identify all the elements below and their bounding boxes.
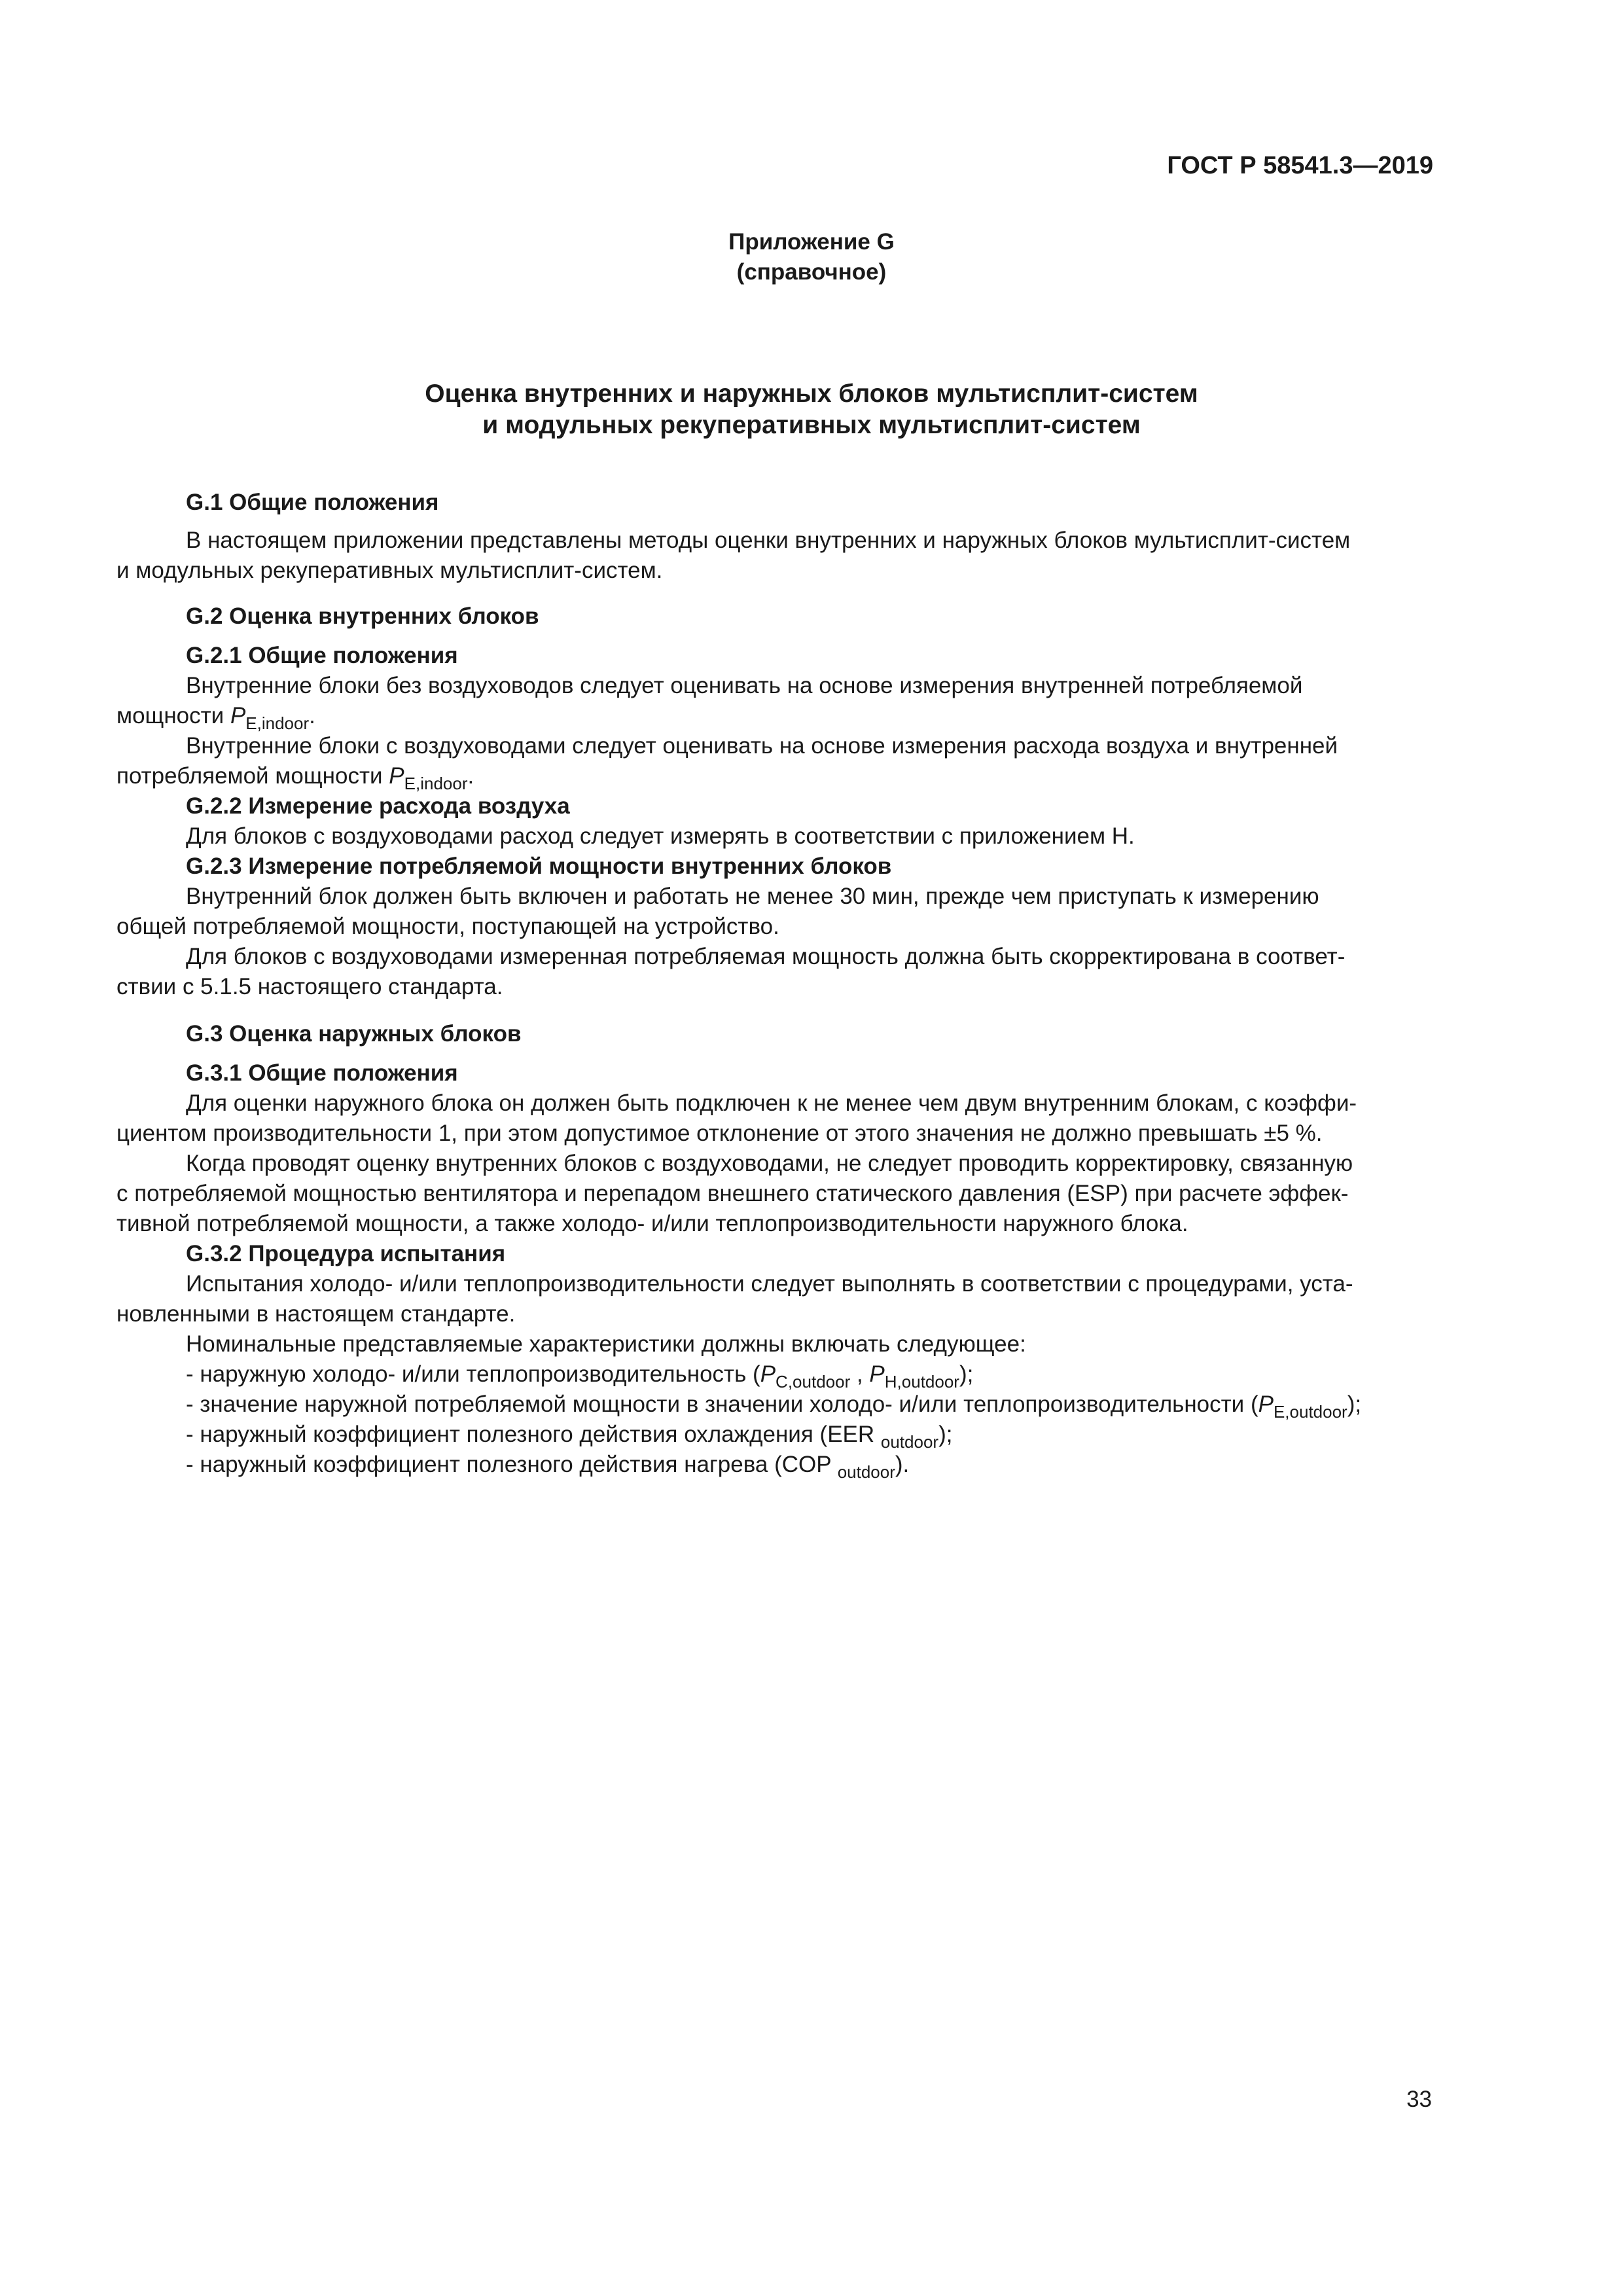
subscript: outdoor [837, 1462, 895, 1482]
paragraph-line-with-symbol [116, 763, 474, 793]
paragraph-line: В настоящем приложении представлены методы оценки внутренних и наружных блоков мультисплит-систем [186, 528, 1351, 553]
subscript: C,outdoor [776, 1372, 851, 1391]
symbol-p: P [1258, 1391, 1274, 1417]
standard-id: ГОСТ Р 58541.3—2019 [1167, 152, 1433, 179]
paragraph-line: тивной потребляемой мощности, а также холодо- и/или теплопроизводительности наружного блока. [116, 1211, 1188, 1236]
paragraph-line: Испытания холодо- и/или теплопроизводительности следует выполнять в соответствии с процедурами, уста- [186, 1271, 1353, 1297]
appendix-status: (справочное) [736, 259, 887, 285]
section-heading-g3: G.3 Оценка наружных блоков [186, 1021, 522, 1047]
list-item [186, 1422, 953, 1452]
list-item [186, 1391, 1362, 1422]
list-item [186, 1452, 910, 1482]
symbol-p: P [389, 763, 404, 789]
page-number: 33 [1406, 2087, 1432, 2112]
paragraph-line: Внутренние блоки без воздуховодов следует оценивать на основе измерения внутренней потребляемой [186, 673, 1303, 698]
punct: . [309, 703, 315, 728]
section-heading-g2-2: G.2.2 Измерение расхода воздуха [186, 793, 570, 819]
subscript: E,outdoor [1273, 1402, 1347, 1422]
section-heading-g2: G.2 Оценка внутренних блоков [186, 603, 539, 629]
subscript: E,indoor [245, 713, 310, 733]
section-heading-g3-2: G.3.2 Процедура испытания [186, 1241, 506, 1266]
subscript: outdoor [880, 1432, 939, 1452]
subscript: E,indoor [404, 774, 468, 793]
paragraph-line: Когда проводят оценку внутренних блоков с воздуховодами, не следует проводить корректировку, связанную [186, 1151, 1353, 1176]
doc-title-line1: Оценка внутренних и наружных блоков мультисплит-систем [425, 380, 1198, 408]
paragraph-line: циентом производительности 1, при этом допустимое отклонение от этого значения не должно превышать ±5 %. [116, 1121, 1323, 1146]
list-item-text: - наружную холодо- и/или теплопроизводительность ( [186, 1361, 760, 1387]
doc-title-line2: и модульных рекуперативных мультисплит-систем [482, 411, 1141, 439]
paragraph-line: Внутренние блоки с воздуховодами следует оценивать на основе измерения расхода воздуха и внутренней [186, 733, 1338, 759]
paragraph-line: Для блоков с воздуховодами измеренная потребляемая мощность должна быть скорректирована в соответ- [186, 944, 1346, 969]
punct: . [467, 763, 474, 789]
list-item-text: - значение наружной потребляемой мощности в значении холодо- и/или теплопроизводительности ( [186, 1391, 1258, 1417]
paragraph-line: и модульных рекуперативных мультисплит-систем. [116, 558, 663, 583]
symbol-p: P [869, 1361, 885, 1387]
section-heading-g1: G.1 Общие положения [186, 490, 439, 515]
paragraph-line: Для оценки наружного блока он должен быть подключен к не менее чем двум внутренним блокам, с коэффи- [186, 1090, 1357, 1116]
paragraph-line: Внутренний блок должен быть включен и работать не менее 30 мин, прежде чем приступать к измерению [186, 884, 1319, 909]
paragraph-line: новленными в настоящем стандарте. [116, 1301, 516, 1327]
text: мощности [116, 703, 224, 728]
punct: ); [938, 1422, 953, 1447]
symbol-p: P [230, 703, 246, 728]
punct: ); [959, 1361, 974, 1387]
punct: ); [1347, 1391, 1362, 1417]
text: потребляемой мощности [116, 763, 383, 789]
list-item [186, 1361, 974, 1391]
appendix-title: Приложение G [728, 229, 895, 255]
subscript: H,outdoor [884, 1372, 959, 1391]
separator: , [850, 1361, 870, 1387]
paragraph-line-with-symbol [116, 703, 315, 733]
punct: ). [895, 1452, 910, 1477]
paragraph-line: с потребляемой мощностью вентилятора и перепадом внешнего статического давления (ESP) при расчете эффек- [116, 1181, 1349, 1206]
paragraph-line: Для блоков с воздуховодами расход следует измерять в соответствии с приложением Н. [186, 823, 1135, 849]
paragraph-line: общей потребляемой мощности, поступающей на устройство. [116, 914, 779, 939]
section-heading-g2-3: G.2.3 Измерение потребляемой мощности внутренних блоков [186, 853, 892, 879]
paragraph-line: Номинальные представляемые характеристики должны включать следующее: [186, 1331, 1026, 1357]
symbol-p: P [760, 1361, 776, 1387]
list-item-text: - наружный коэффициент полезного действия охлаждения (EER [186, 1422, 881, 1447]
section-heading-g3-1: G.3.1 Общие положения [186, 1060, 458, 1086]
section-heading-g2-1: G.2.1 Общие положения [186, 643, 458, 668]
list-item-text: - наружный коэффициент полезного действия нагрева (COP [186, 1452, 838, 1477]
paragraph-line: ствии с 5.1.5 настоящего стандарта. [116, 974, 503, 999]
